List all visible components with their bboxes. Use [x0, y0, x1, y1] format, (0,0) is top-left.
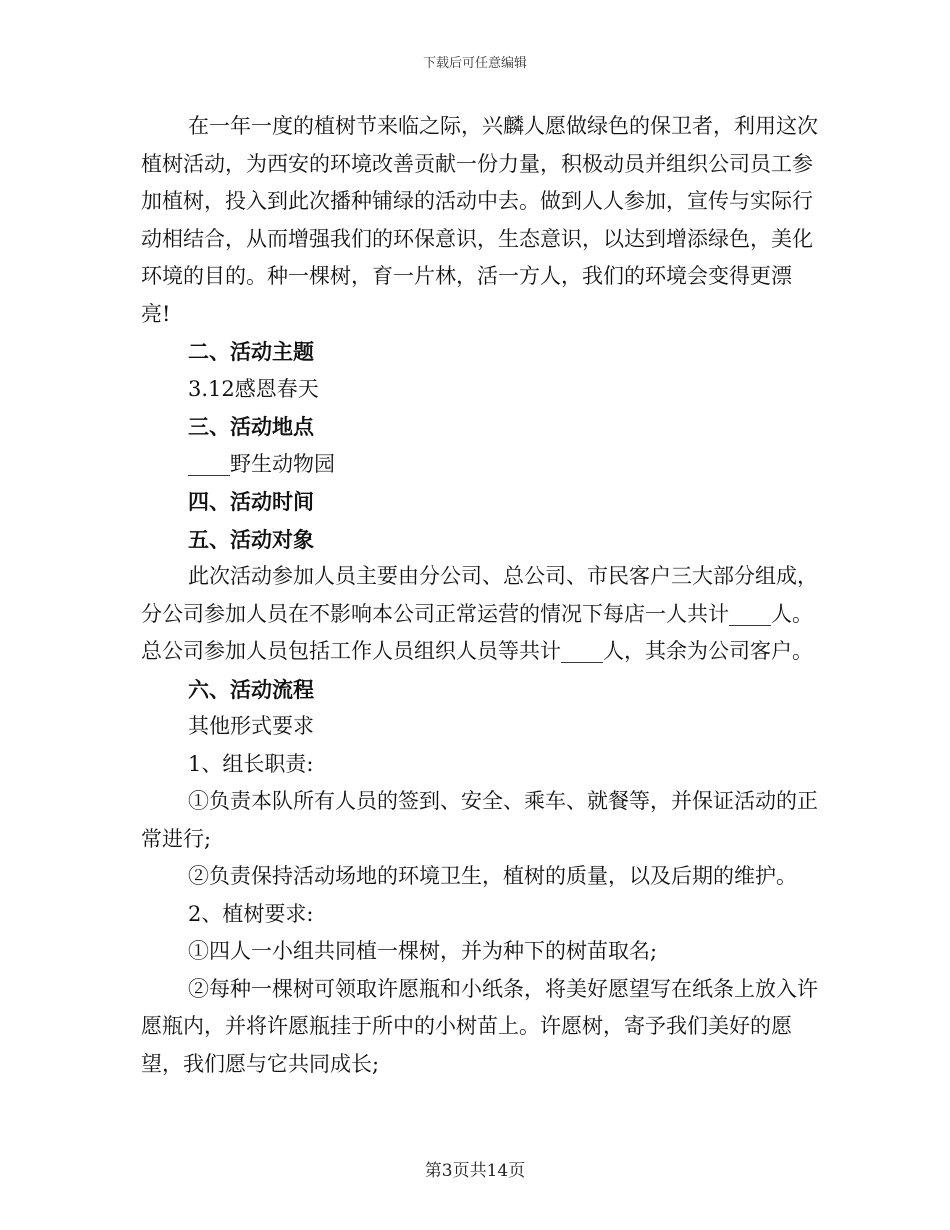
page-header: 下载后可任意编辑 [422, 56, 527, 71]
other-requirements-label: 其他形式要求 [188, 714, 314, 738]
intro-paragraph: 在一年一度的植树节来临之际，兴麟人愿做绿色的保卫者，利用这次植树活动，为西安的环境改善贡献一份力量，积极动员并组织公司员工参加植树，投入到此次播种铺绿的活动中去。做到人人参加，宣传与实际行动相结合，从而增强我们的环保意识，生态意识，以达到增添绿色，美化环境的目的。种一棵树，育一片林，活一方人，我们的环境会变得更漂亮! [141, 114, 818, 326]
section-heading-theme: 二、活动主题 [188, 339, 314, 364]
section-heading-location: 三、活动地点 [188, 414, 314, 439]
leader-duties-heading: 1、组长职责: [188, 751, 314, 776]
section-heading-audience: 五、活动对象 [188, 526, 314, 552]
audience-paragraph: 此次活动参加人员主要由分公司、总公司、市民客户三大部分组成，分公司参加人员在不影响本公司正常运营的情况下每店一人共计____人。总公司参加人员包括工作人员组织人员等共计____人，其余为公司客户。 [141, 564, 818, 663]
planting-requirement-item-1: ①四人一小组共同植一棵树，并为种下的树苗取名; [188, 939, 658, 963]
planting-requirement-item-2: ②每种一棵树可领取许愿瓶和小纸条，将美好愿望写在纸条上放入许愿瓶内，并将许愿瓶挂于所中的小树苗上。许愿树，寄予我们美好的愿望，我们愿与它共同成长; [141, 976, 818, 1076]
document-body [141, 108, 821, 1083]
leader-duty-item-1: ①负责本队所有人员的签到、安全、乘车、就餐等，并保证活动的正常进行; [141, 789, 818, 851]
section-heading-time: 四、活动时间 [188, 489, 314, 514]
theme-text: 3.12感恩春天 [188, 376, 319, 401]
section-heading-process: 六、活动流程 [188, 676, 314, 702]
leader-duty-item-2: ②负责保持活动场地的环境卫生，植树的质量，以及后期的维护。 [188, 864, 797, 888]
page-footer: 第3页共14页 [424, 1161, 526, 1181]
location-text: ____野生动物园 [188, 451, 335, 476]
planting-requirements-heading: 2、植树要求: [188, 901, 314, 926]
